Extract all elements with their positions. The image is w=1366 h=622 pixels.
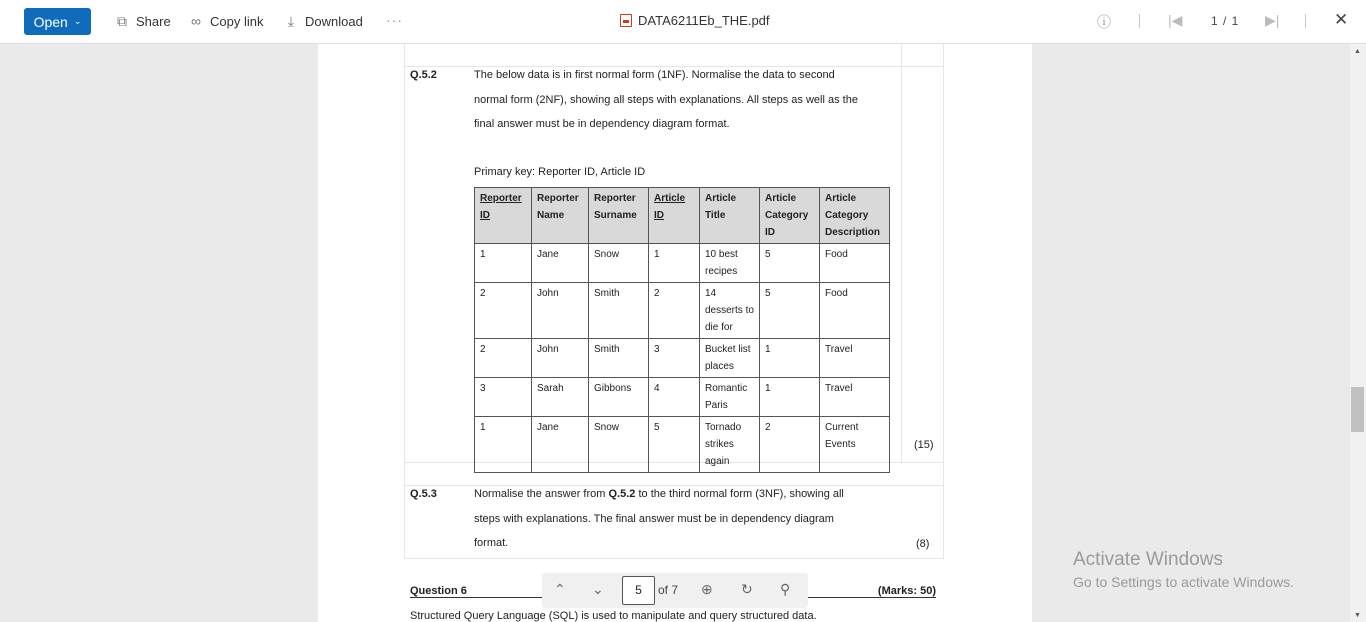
table-row xyxy=(475,283,890,339)
page-navigator xyxy=(542,573,808,608)
table-cell: Gibbons xyxy=(589,378,649,417)
document-page xyxy=(318,44,1032,622)
table-row xyxy=(475,244,890,283)
download-label: Download xyxy=(305,14,363,29)
table-cell: 2 xyxy=(475,339,532,378)
table-cell: 1 xyxy=(475,244,532,283)
first-page-icon[interactable]: |◀ xyxy=(1168,12,1183,28)
more-options-button[interactable]: ··· xyxy=(386,12,403,28)
table-cell: Bucket list places xyxy=(700,339,760,378)
rotate-icon[interactable]: ↻ xyxy=(741,581,753,597)
share-button[interactable] xyxy=(114,13,171,30)
table-cell: Smith xyxy=(589,339,649,378)
table-cell: Jane xyxy=(532,244,589,283)
table-cell: 10 best recipes xyxy=(700,244,760,283)
scroll-down-icon[interactable]: ▼ xyxy=(1354,612,1361,619)
last-page-icon[interactable]: ▶| xyxy=(1265,12,1280,28)
divider xyxy=(943,44,944,559)
scrollbar-thumb[interactable] xyxy=(1351,387,1364,432)
table-cell: Travel xyxy=(820,339,890,378)
question-line: format. xyxy=(474,537,509,549)
open-button[interactable] xyxy=(24,8,91,35)
table-cell: Tornado strikes again xyxy=(700,417,760,473)
marks-label: (15) xyxy=(914,439,934,451)
copy-link-button[interactable] xyxy=(188,13,263,29)
table-cell: Travel xyxy=(820,378,890,417)
activation-watermark xyxy=(1073,549,1294,590)
column-header: Article Category ID xyxy=(760,188,820,244)
primary-key-text: Primary key: Reporter ID, Article ID xyxy=(474,166,646,178)
next-page-icon[interactable]: ⌄ xyxy=(592,581,604,597)
copy-link-label: Copy link xyxy=(210,13,264,29)
table-cell: 5 xyxy=(760,283,820,339)
divider xyxy=(404,558,944,559)
table-cell: 1 xyxy=(475,417,532,473)
chevron-down-icon: ⌄ xyxy=(73,16,82,26)
question-text-part: to the third normal form (3NF), showing all xyxy=(635,488,844,500)
divider xyxy=(1139,14,1140,28)
section-title: Question 6 xyxy=(410,585,467,597)
table-cell: Romantic Paris xyxy=(700,378,760,417)
watermark-subtitle: Go to Settings to activate Windows. xyxy=(1073,574,1294,590)
share-label: Share xyxy=(136,14,171,29)
table-cell: 5 xyxy=(760,244,820,283)
download-button[interactable] xyxy=(283,13,363,30)
column-header: Article Title xyxy=(700,188,760,244)
column-header: Article ID xyxy=(649,188,700,244)
question-text-part: Normalise the answer from xyxy=(474,488,609,500)
table-cell: Food xyxy=(820,244,890,283)
table-cell: Food xyxy=(820,283,890,339)
filename-label: DATA6211Eb_THE.pdf xyxy=(638,13,770,28)
question-line: normal form (2NF), showing all steps with explanations. All steps as well as the xyxy=(474,93,858,106)
table-cell: 1 xyxy=(760,378,820,417)
vertical-scrollbar[interactable] xyxy=(1350,44,1366,622)
close-icon[interactable]: ✕ xyxy=(1334,10,1349,29)
column-header: Reporter Surname xyxy=(589,188,649,244)
table-cell: 5 xyxy=(649,417,700,473)
table-cell: John xyxy=(532,283,589,339)
column-header: Article Category Description xyxy=(820,188,890,244)
table-cell: 2 xyxy=(475,283,532,339)
question-number: Q.5.2 xyxy=(410,69,437,81)
table-cell: 3 xyxy=(649,339,700,378)
question-text xyxy=(474,63,904,137)
zoom-in-icon[interactable]: ⊕ xyxy=(701,581,713,597)
question-text xyxy=(474,482,904,556)
question-line: final answer must be in dependency diagram format. xyxy=(474,118,730,130)
table-cell: 3 xyxy=(475,378,532,417)
question-line: The below data is in first normal form (1NF). Normalise the data to second xyxy=(474,69,835,81)
table-row xyxy=(475,417,890,473)
table-cell: Jane xyxy=(532,417,589,473)
question-line xyxy=(474,482,904,507)
watermark-title: Activate Windows xyxy=(1073,549,1223,570)
column-header: Reporter Name xyxy=(532,188,589,244)
table-cell: Snow xyxy=(589,417,649,473)
previous-page-icon[interactable]: ⌃ xyxy=(554,581,566,597)
section-marks: (Marks: 50) xyxy=(877,585,936,597)
paragraph: Structured Query Language (SQL) is used to manipulate and query structured data. xyxy=(410,610,817,622)
divider xyxy=(1305,14,1306,28)
scroll-up-icon[interactable]: ▲ xyxy=(1354,48,1361,55)
table-cell: 1 xyxy=(649,244,700,283)
top-toolbar xyxy=(0,0,1366,44)
divider xyxy=(404,44,405,559)
link-icon: ∞ xyxy=(191,13,201,29)
column-header: Reporter ID xyxy=(475,188,532,244)
table-header-row xyxy=(475,188,890,244)
marks-label: (8) xyxy=(916,538,930,550)
table-cell: 4 xyxy=(649,378,700,417)
table-row xyxy=(475,378,890,417)
page-indicator: 1 / 1 xyxy=(1211,14,1240,28)
share-icon: ⧉ xyxy=(117,13,127,29)
pdf-file-icon xyxy=(620,14,632,27)
table-cell: Snow xyxy=(589,244,649,283)
table-row xyxy=(475,339,890,378)
open-label: Open xyxy=(33,13,68,30)
question-number: Q.5.3 xyxy=(410,488,437,500)
table-cell: Smith xyxy=(589,283,649,339)
data-table xyxy=(474,187,890,473)
info-icon[interactable]: ⓘ xyxy=(1097,14,1111,30)
table-cell: 14 desserts to die for xyxy=(700,283,760,339)
download-icon: ⤓ xyxy=(287,13,295,29)
search-icon[interactable]: ⚲ xyxy=(780,581,791,597)
page-number-input[interactable]: 5 xyxy=(622,576,655,605)
table-cell: Current Events xyxy=(820,417,890,473)
table-cell: John xyxy=(532,339,589,378)
table-cell: Sarah xyxy=(532,378,589,417)
page-count-label: of 7 xyxy=(658,583,679,597)
document-title xyxy=(620,13,770,28)
question-reference: Q.5.2 xyxy=(608,488,636,500)
table-cell: 2 xyxy=(649,283,700,339)
table-cell: 2 xyxy=(760,417,820,473)
table-cell: 1 xyxy=(760,339,820,378)
question-line: steps with explanations. The final answer must be in dependency diagram xyxy=(474,512,834,525)
